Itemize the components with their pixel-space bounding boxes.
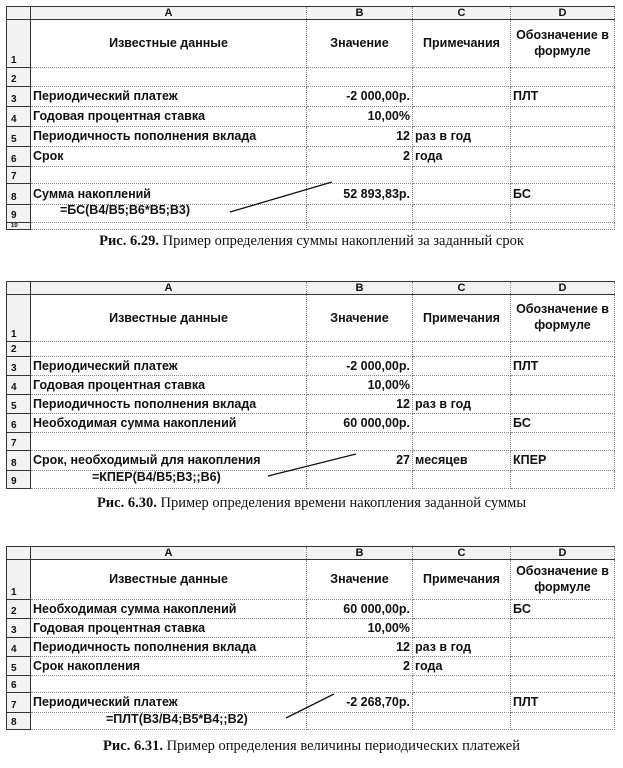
header-cell[interactable]: Значение: [307, 560, 413, 600]
cell[interactable]: [413, 223, 511, 230]
header-cell[interactable]: Известные данные: [31, 20, 307, 68]
cell[interactable]: Периодический платеж: [31, 87, 307, 107]
cell[interactable]: Необходимая сумма накоплений: [31, 600, 307, 619]
cell[interactable]: [307, 223, 413, 230]
cell[interactable]: Срок накопления: [31, 657, 307, 676]
figure-caption: [0, 495, 623, 512]
cell[interactable]: раз в год: [413, 638, 511, 657]
column-header[interactable]: B: [307, 547, 413, 560]
caption-text: Пример определения величины периодических платежей: [166, 738, 520, 754]
figure-caption: [0, 233, 623, 250]
arrow-line: [0, 6, 623, 220]
cell[interactable]: раз в год: [413, 395, 511, 414]
cell[interactable]: 2: [307, 657, 413, 676]
cell[interactable]: БС: [511, 414, 615, 433]
row-number[interactable]: 4: [7, 376, 31, 395]
cell[interactable]: 60 000,00р.: [307, 414, 413, 433]
column-header[interactable]: B: [307, 282, 413, 295]
cell[interactable]: 10,00%: [307, 376, 413, 395]
row-number[interactable]: 5: [7, 657, 31, 676]
header-cell[interactable]: Примечания: [413, 20, 511, 68]
header-cell[interactable]: Известные данные: [31, 560, 307, 600]
cell[interactable]: Периодический платеж: [31, 357, 307, 376]
cell[interactable]: 60 000,00р.: [307, 600, 413, 619]
spreadsheet-fig-6-31: [0, 546, 623, 754]
column-header[interactable]: A: [31, 7, 307, 20]
header-cell[interactable]: Значение: [307, 20, 413, 68]
cell[interactable]: 10,00%: [307, 107, 413, 127]
row-number[interactable]: 7: [7, 433, 31, 451]
row-number[interactable]: 4: [7, 107, 31, 127]
column-header[interactable]: D: [511, 7, 615, 20]
column-header[interactable]: C: [413, 547, 511, 560]
caption-text: Пример определения суммы накоплений за заданный срок: [162, 233, 524, 249]
row-number[interactable]: 1: [7, 20, 31, 68]
cell[interactable]: Периодический платеж: [31, 693, 307, 713]
cell[interactable]: [511, 223, 615, 230]
cell[interactable]: Периодичность пополнения вклада: [31, 395, 307, 414]
column-header[interactable]: B: [307, 7, 413, 20]
column-header[interactable]: A: [31, 282, 307, 295]
cell[interactable]: месяцев: [413, 451, 511, 471]
caption-label: Рис. 6.29.: [99, 233, 159, 249]
cell[interactable]: Необходимая сумма накоплений: [31, 414, 307, 433]
cell[interactable]: Годовая процентная ставка: [31, 107, 307, 127]
cell[interactable]: ПЛТ: [511, 87, 615, 107]
row-number[interactable]: 6: [7, 147, 31, 167]
row-number[interactable]: 7: [7, 167, 31, 184]
row-number[interactable]: 2: [7, 68, 31, 87]
formula-text: =БС(B4/B5;B6*B5;B3): [60, 203, 191, 217]
cell[interactable]: -2 268,70р.: [307, 693, 413, 713]
cell[interactable]: БС: [511, 600, 615, 619]
cell[interactable]: [31, 223, 307, 230]
cell[interactable]: Годовая процентная ставка: [31, 376, 307, 395]
row-number[interactable]: 8: [7, 184, 31, 205]
cell[interactable]: Периодичность пополнения вклада: [31, 127, 307, 147]
row-number[interactable]: 6: [7, 414, 31, 433]
cell[interactable]: -2 000,00р.: [307, 87, 413, 107]
cell[interactable]: БС: [511, 184, 615, 205]
cell[interactable]: ПЛТ: [511, 357, 615, 376]
row-number[interactable]: 3: [7, 87, 31, 107]
arrow-line: [0, 281, 623, 491]
cell[interactable]: Периодичность пополнения вклада: [31, 638, 307, 657]
column-header[interactable]: C: [413, 282, 511, 295]
row-number[interactable]: 6: [7, 676, 31, 693]
row-number[interactable]: 10: [7, 223, 31, 230]
row-number[interactable]: 3: [7, 619, 31, 638]
row-number[interactable]: 1: [7, 560, 31, 600]
header-cell[interactable]: Значение: [307, 295, 413, 342]
column-header[interactable]: D: [511, 547, 615, 560]
cell[interactable]: Срок, необходимый для накопления: [31, 451, 307, 471]
row-number[interactable]: 4: [7, 638, 31, 657]
cell[interactable]: ПЛТ: [511, 693, 615, 713]
formula-text: =КПЕР(B4/B5;B3;;B6): [92, 470, 221, 484]
header-cell[interactable]: Известные данные: [31, 295, 307, 342]
header-cell[interactable]: Обозначение в формуле: [511, 560, 615, 600]
cell[interactable]: -2 000,00р.: [307, 357, 413, 376]
caption-label: Рис. 6.31.: [103, 738, 163, 754]
cell[interactable]: 12: [307, 395, 413, 414]
column-header[interactable]: C: [413, 7, 511, 20]
figure-caption: [0, 738, 623, 755]
cell[interactable]: 2: [307, 147, 413, 167]
arrow-line: [0, 546, 623, 732]
row-number[interactable]: 5: [7, 127, 31, 147]
row-number[interactable]: 3: [7, 357, 31, 376]
cell[interactable]: 10,00%: [307, 619, 413, 638]
cell[interactable]: 12: [307, 127, 413, 147]
formula-text: =ПЛТ(B3/B4;B5*B4;;B2): [106, 712, 248, 726]
cell[interactable]: года: [413, 147, 511, 167]
cell[interactable]: года: [413, 657, 511, 676]
header-cell[interactable]: Примечания: [413, 295, 511, 342]
row-number[interactable]: 8: [7, 451, 31, 471]
header-cell[interactable]: Обозначение в формуле: [511, 295, 615, 342]
cell[interactable]: 27: [307, 451, 413, 471]
cell[interactable]: Годовая процентная ставка: [31, 619, 307, 638]
header-cell[interactable]: Обозначение в формуле: [511, 20, 615, 68]
cell[interactable]: КПЕР: [511, 451, 615, 471]
spreadsheet-fig-6-30: [0, 281, 623, 511]
spreadsheet-fig-6-29: [0, 6, 623, 249]
caption-label: Рис. 6.30.: [96, 495, 157, 511]
column-header[interactable]: A: [31, 547, 307, 560]
row-number[interactable]: 5: [7, 395, 31, 414]
column-header[interactable]: D: [511, 282, 615, 295]
row-number[interactable]: 2: [7, 342, 31, 357]
row-number[interactable]: 9: [7, 205, 31, 223]
header-cell[interactable]: Примечания: [413, 560, 511, 600]
row-number[interactable]: 9: [7, 471, 31, 489]
cell[interactable]: раз в год: [413, 127, 511, 147]
row-number[interactable]: 7: [7, 693, 31, 713]
cell[interactable]: 52 893,83р.: [307, 184, 413, 205]
cell[interactable]: Срок: [31, 147, 307, 167]
cell[interactable]: Сумма накоплений: [31, 184, 307, 205]
cell[interactable]: 12: [307, 638, 413, 657]
caption-text: Пример определения времени накопления заданной суммы: [160, 495, 527, 511]
row-number[interactable]: 2: [7, 600, 31, 619]
row-number[interactable]: 1: [7, 295, 31, 342]
row-number[interactable]: 8: [7, 713, 31, 730]
